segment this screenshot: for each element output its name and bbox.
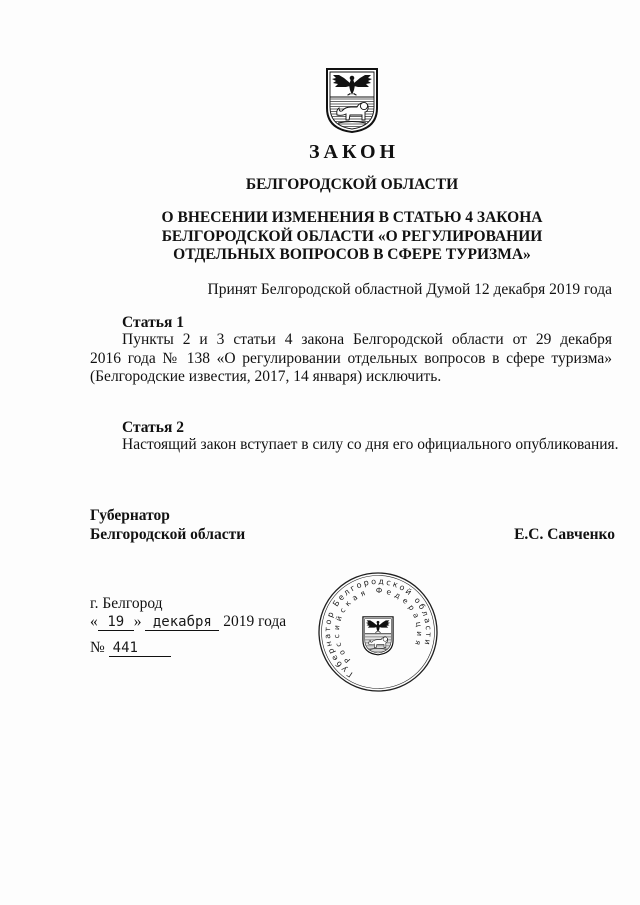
seal-coat-of-arms-icon: [363, 617, 393, 655]
document-subject: [90, 209, 614, 265]
signatory-position-line-1: Губернатор: [90, 507, 170, 524]
subject-line: БЕЛГОРОДСКОЙ ОБЛАСТИ «О РЕГУЛИРОВАНИИ: [161, 227, 543, 245]
signatory-name: Е.С. Савченко: [514, 526, 615, 543]
coat-of-arms-icon: [324, 66, 380, 134]
article-1-line: (Белгородские известия, 2017, 14 января) исключить.: [90, 368, 442, 385]
date-year: 2019 года: [223, 613, 287, 630]
date-close-quote: »: [133, 613, 142, 630]
article-1-line: 2016 года № 138 «О регулировании отдельных вопросов в сфере туризма»: [90, 349, 612, 367]
date-month-field: декабря: [145, 614, 219, 631]
adoption-note: Принят Белгородской областной Думой 12 декабря 2019 года: [207, 281, 612, 298]
subject-line: ОТДЕЛЬНЫХ ВОПРОСОВ В СФЕРЕ ТУРИЗМА»: [173, 246, 531, 263]
document-region: БЕЛГОРОДСКОЙ ОБЛАСТИ: [245, 176, 459, 193]
signatory-position-line-2: Белгородской области: [90, 526, 246, 543]
article-1-heading: Статья 1: [122, 314, 184, 331]
governor-seal-stamp: [313, 567, 443, 697]
subject-line: О ВНЕСЕНИИ ИЗМЕНЕНИЯ В СТАТЬЮ 4 ЗАКОНА: [161, 209, 543, 226]
number-prefix: №: [90, 639, 105, 656]
number-field: 441: [109, 640, 171, 657]
seal-outer-text: Губернатор Белгородской области: [322, 576, 434, 679]
article-2-heading: Статья 2: [122, 419, 184, 436]
article-2-text: Настоящий закон вступает в силу со дня его официального опубликования.: [122, 436, 619, 453]
signing-date: [90, 613, 286, 632]
place-of-signing: г. Белгород: [90, 595, 163, 612]
law-number: [90, 639, 171, 658]
article-1-text: [90, 331, 612, 387]
date-open-quote: «: [90, 613, 98, 630]
article-1-line: Пункты 2 и 3 статьи 4 закона Белгородской области от 29 декабря: [122, 331, 612, 348]
document-title: ЗАКОН: [308, 141, 400, 163]
date-day-field: 19: [98, 614, 134, 631]
seal-inner-text: Российская Федерация: [332, 585, 425, 665]
